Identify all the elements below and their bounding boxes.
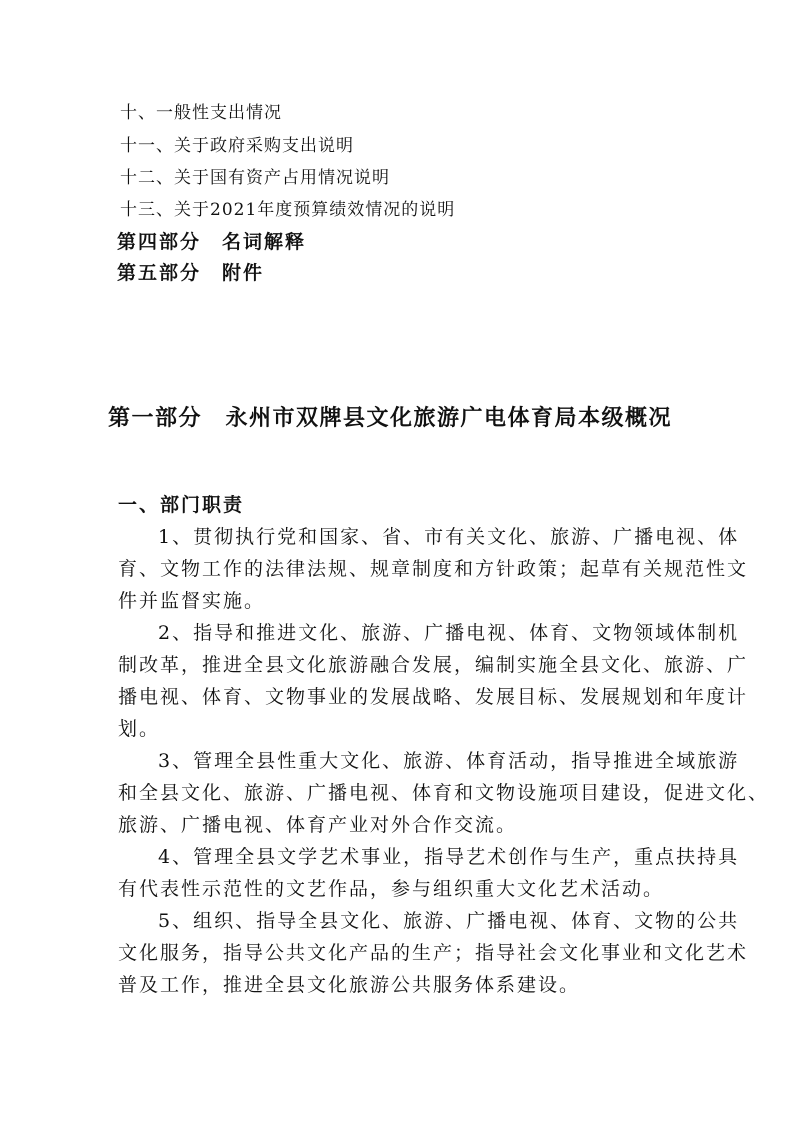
section-heading: 一、部门职责	[118, 494, 245, 516]
body-line: 5、组织、指导全县文化、旅游、广播电视、体育、文物的公共	[158, 910, 740, 932]
toc-item: 十一、关于政府采购支出说明	[120, 136, 354, 156]
body-line: 3、管理全县性重大文化、旅游、体育活动，指导推进全域旅游	[158, 750, 740, 772]
body-line: 播电视、体育、文物事业的发展战略、发展目标、发展规划和年度计	[118, 686, 749, 708]
toc-part: 第五部分 附件	[117, 262, 265, 284]
body-line: 有代表性示范性的文艺作品，参与组织重大文化艺术活动。	[118, 878, 665, 900]
body-line: 1、贯彻执行党和国家、省、市有关文化、旅游、广播电视、体	[158, 526, 740, 548]
toc-item: 十三、关于2021年度预算绩效情况的说明	[120, 200, 456, 220]
toc-part: 第四部分 名词解释	[117, 231, 307, 253]
body-line: 和全县文化、旅游、广播电视、体育和文物设施项目建设，促进文化、	[118, 782, 770, 804]
body-line: 划。	[118, 718, 161, 740]
body-line: 件并监督实施。	[118, 590, 266, 612]
toc-item: 十、一般性支出情况	[120, 103, 282, 123]
body-line: 4、管理全县文学艺术事业，指导艺术创作与生产，重点扶持具	[158, 846, 740, 868]
body-line: 旅游、广播电视、体育产业对外合作交流。	[118, 814, 518, 836]
page-title: 第一部分 永州市双牌县文化旅游广电体育局本级概况	[108, 406, 673, 431]
body-line: 文化服务，指导公共文化产品的生产；指导社会文化事业和文化艺术	[118, 942, 749, 964]
body-line: 育、文物工作的法律法规、规章制度和方针政策；起草有关规范性文	[118, 558, 749, 580]
toc-item: 十二、关于国有资产占用情况说明	[120, 168, 390, 188]
body-line: 制改革，推进全县文化旅游融合发展，编制实施全县文化、旅游、广	[118, 654, 749, 676]
body-line: 普及工作，推进全县文化旅游公共服务体系建设。	[118, 974, 581, 996]
body-line: 2、指导和推进文化、旅游、广播电视、体育、文物领域体制机	[158, 622, 740, 644]
